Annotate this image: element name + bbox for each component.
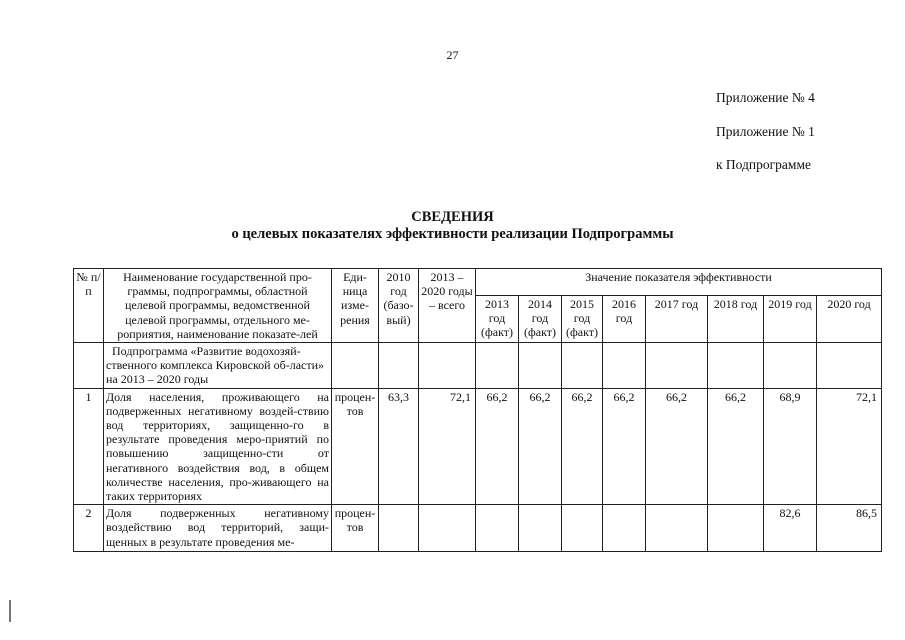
row-value-2020: 72,1 [817, 388, 882, 505]
row-name-cell [104, 505, 332, 552]
header-row-1 [74, 269, 882, 296]
row-base-2010: 63,3 [379, 388, 419, 505]
header-group: Значение показателя эффективности [476, 269, 882, 296]
empty-cell [562, 343, 603, 389]
row-value-2019: 68,9 [764, 388, 817, 505]
table-row [74, 505, 882, 552]
empty-cell [764, 343, 817, 389]
header-name: Наименование государственной про-граммы, подпрограммы, областной целевой программы, ведомственной целевой программы, отдельного ме-роприятия, наименование показате-лей [104, 269, 332, 343]
title-sub: о целевых показателях эффективности реализации Подпрограммы [231, 226, 674, 242]
row-total: 72,1 [419, 388, 476, 505]
title-main: СВЕДЕНИЯ [411, 209, 494, 225]
row-name: Доля подверженных негативному воздействию вод территорий, защи-щенных в результате проведения ме- [106, 506, 329, 549]
row-value-2017: 66,2 [646, 388, 708, 505]
empty-cell [817, 343, 882, 389]
row-value-2018: 66,2 [708, 388, 764, 505]
table-row [74, 388, 882, 505]
header-2010: 2010 год (базо-вый) [379, 269, 419, 343]
row-num: 2 [74, 505, 104, 552]
row-name: Доля населения, проживающего на подверженных негативному воздей-ствию вод территориях, защищенно-го в результате проведения меро-приятий по повышению защищенно-сти от негативного воздействия вод, в общем количестве населения, про-живающего на таких территориях [104, 388, 332, 505]
page-number: 27 [446, 48, 459, 62]
header-year-2014: 2014 год (факт) [519, 296, 562, 343]
empty-cell [332, 343, 379, 389]
empty-cell [519, 343, 562, 389]
header-year-2017: 2017 год [646, 296, 708, 343]
row-value-2013: 66,2 [476, 388, 519, 505]
header-year-2019: 2019 год [764, 296, 817, 343]
row-value-2014: 66,2 [519, 388, 562, 505]
empty-cell [646, 343, 708, 389]
header-unit: Еди-ница изме-рения [332, 269, 379, 343]
header-total: 2013 – 2020 годы – всего [419, 269, 476, 343]
empty-cell [603, 343, 646, 389]
row-unit: процен-тов [332, 505, 379, 552]
row-base-2010 [379, 505, 419, 552]
appendix-line-2: Приложение № 1 [716, 124, 815, 139]
row-value-2020: 86,5 [817, 505, 882, 552]
row-value-2018 [708, 505, 764, 552]
empty-cell [708, 343, 764, 389]
empty-cell [419, 343, 476, 389]
header-year-2016: 2016 год [603, 296, 646, 343]
header-year-2013: 2013 год (факт) [476, 296, 519, 343]
header-year-2020: 2020 год [817, 296, 882, 343]
row-value-2016 [603, 505, 646, 552]
row-unit: процен-тов [332, 388, 379, 505]
row-total [419, 505, 476, 552]
row-num: 1 [74, 388, 104, 505]
subprogram-row [74, 343, 882, 389]
header-year-2018: 2018 год [708, 296, 764, 343]
indicators-table [73, 268, 882, 552]
header-year-2015: 2015 год (факт) [562, 296, 603, 343]
appendix-line-3: к Подпрограмме [716, 157, 811, 172]
row-value-2019: 82,6 [764, 505, 817, 552]
scan-margin-mark [9, 600, 11, 622]
row-value-2017 [646, 505, 708, 552]
document-title [0, 209, 905, 243]
row-value-2015 [562, 505, 603, 552]
header-num: № п/п [74, 269, 104, 343]
subprogram-name: Подпрограмма «Развитие водохозяй-ственного комплекса Кировской об-ласти» на 2013 – 2020 годы [104, 343, 332, 389]
row-value-2014 [519, 505, 562, 552]
empty-cell [379, 343, 419, 389]
appendix-line-1: Приложение № 4 [716, 90, 815, 105]
empty-cell [476, 343, 519, 389]
row-value-2015: 66,2 [562, 388, 603, 505]
row-value-2016: 66,2 [603, 388, 646, 505]
subprogram-num-cell [74, 343, 104, 389]
row-value-2013 [476, 505, 519, 552]
